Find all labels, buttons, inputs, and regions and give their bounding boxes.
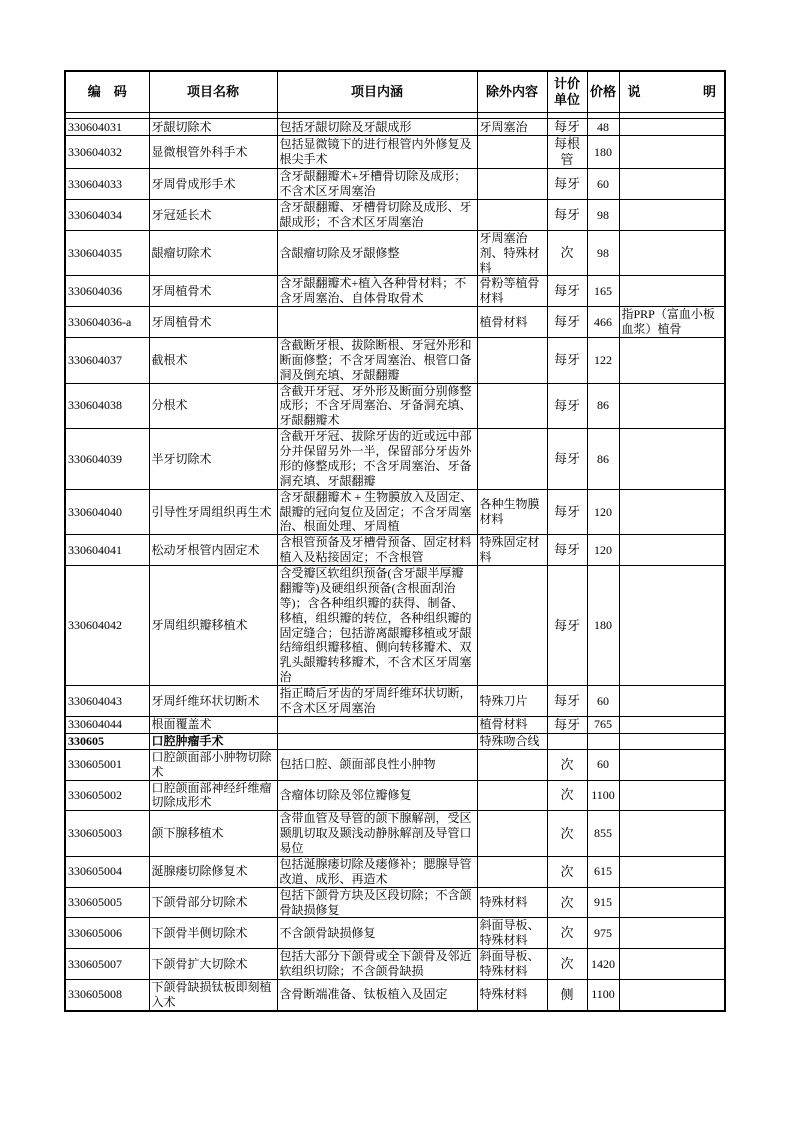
table-row [65, 535, 725, 566]
cell-price: 86 [587, 383, 619, 429]
cell-excluded: 各种生物膜材料 [477, 489, 547, 535]
cell-unit: 次 [547, 230, 587, 276]
cell-excluded [477, 811, 547, 857]
cell-excluded: 特殊固定材料 [477, 535, 547, 566]
cell-excluded [477, 136, 547, 169]
cell-code: 330604044 [65, 716, 149, 733]
cell-price: 180 [587, 566, 619, 686]
cell-name: 分根术 [149, 383, 277, 429]
cell-note [619, 733, 725, 749]
cell-unit: 每牙 [547, 169, 587, 200]
cell-code: 330605002 [65, 780, 149, 811]
cell-excluded [477, 200, 547, 231]
cell-name: 引导性牙周组织再生术 [149, 489, 277, 535]
cell-excluded [477, 383, 547, 429]
cell-name: 牙周植骨术 [149, 276, 277, 307]
cell-price: 975 [587, 918, 619, 949]
cell-content [277, 307, 477, 338]
cell-content [277, 716, 477, 733]
cell-code: 330604038 [65, 383, 149, 429]
cell-price: 765 [587, 716, 619, 733]
cell-excluded [477, 856, 547, 887]
cell-price: 466 [587, 307, 619, 338]
cell-note [619, 856, 725, 887]
cell-name: 下颌骨扩大切除术 [149, 949, 277, 980]
cell-name: 下颌骨半侧切除术 [149, 918, 277, 949]
cell-unit: 次 [547, 887, 587, 918]
cell-code: 330604035 [65, 230, 149, 276]
cell-name: 口腔肿瘤手术 [149, 733, 277, 749]
cell-note [619, 169, 725, 200]
cell-code: 330604041 [65, 535, 149, 566]
cell-excluded: 植骨材料 [477, 307, 547, 338]
cell-content: 包括显微镜下的进行根管内外修复及 根尖手术 [277, 136, 477, 169]
cell-note [619, 383, 725, 429]
cell-code: 330605006 [65, 918, 149, 949]
table-row [65, 200, 725, 231]
table-row [65, 686, 725, 717]
table-row [65, 716, 725, 733]
header-note: 说明 [619, 71, 725, 113]
cell-note [619, 979, 725, 1010]
cell-excluded [477, 337, 547, 383]
cell-note [619, 276, 725, 307]
cell-name: 松动牙根管内固定术 [149, 535, 277, 566]
cell-note [619, 489, 725, 535]
cell-excluded: 骨粉等植骨材料 [477, 276, 547, 307]
cell-content: 含牙龈翻瓣术 + 生物膜放入及固定、龈瓣的冠向复位及固定；不含牙周塞治、根面处理、牙周植 [277, 489, 477, 535]
cell-unit: 每牙 [547, 489, 587, 535]
cell-unit: 每牙 [547, 200, 587, 231]
cell-price: 615 [587, 856, 619, 887]
cell-content: 含带血管及导管的颌下腺解剖，受区颞肌切取及颞浅动静脉解剖及导管口易位 [277, 811, 477, 857]
cell-content: 含骨断端准备、钛板植入及固定 [277, 979, 477, 1010]
table-row [65, 119, 725, 136]
cell-note [619, 811, 725, 857]
cell-price: 60 [587, 169, 619, 200]
cell-price: 180 [587, 136, 619, 169]
cell-content: 不含颌骨缺损修复 [277, 918, 477, 949]
cell-content: 含牙龈翻瓣术+牙槽骨切除及成形；不含术区牙周塞治 [277, 169, 477, 200]
cell-name: 截根术 [149, 337, 277, 383]
table-row [65, 136, 725, 169]
cell-unit: 每牙 [547, 686, 587, 717]
cell-note [619, 119, 725, 136]
cell-name: 牙周植骨术 [149, 307, 277, 338]
cell-content: 含根管预备及牙槽骨预备、固定材料植入及粘接固定；不含根管 [277, 535, 477, 566]
cell-price: 1100 [587, 979, 619, 1010]
cell-content: 含龈瘤切除及牙龈修整 [277, 230, 477, 276]
cell-content: 含截断牙根、拔除断根、牙冠外形和断面修整；不含牙周塞治、根管口备洞及倒充填、牙龈翻瓣 [277, 337, 477, 383]
table-row [65, 749, 725, 780]
cell-content: 包括口腔、颌面部良性小肿物 [277, 749, 477, 780]
cell-name: 龈瘤切除术 [149, 230, 277, 276]
table-header [65, 71, 725, 113]
cell-content: 含截开牙冠、牙外形及断面分别修整成形；不含牙周塞治、牙备洞充填、牙龈翻瓣术 [277, 383, 477, 429]
header-code: 编 码 [65, 71, 149, 113]
cell-note [619, 949, 725, 980]
header-row [65, 71, 725, 113]
cell-excluded: 斜面导板、特殊材料 [477, 949, 547, 980]
cell-excluded: 特殊材料 [477, 887, 547, 918]
cell-price [587, 733, 619, 749]
table-row [65, 918, 725, 949]
cell-unit: 次 [547, 780, 587, 811]
cell-name: 下颌骨缺损钛板即刻植入术 [149, 979, 277, 1010]
cell-note [619, 780, 725, 811]
cell-unit: 每牙 [547, 276, 587, 307]
cell-unit: 侧 [547, 979, 587, 1010]
price-table [64, 70, 726, 1012]
cell-name: 牙周纤维环状切断术 [149, 686, 277, 717]
cell-unit: 次 [547, 749, 587, 780]
cell-unit [547, 733, 587, 749]
cell-code: 330604034 [65, 200, 149, 231]
cell-content: 包括大部分下颌骨或全下颌骨及邻近软组织切除；不含颌骨缺损 [277, 949, 477, 980]
cell-code: 330604042 [65, 566, 149, 686]
table-row [65, 856, 725, 887]
cell-name: 牙龈切除术 [149, 119, 277, 136]
cell-note: 指PRP（富血小板血浆）植骨 [619, 307, 725, 338]
cell-note [619, 535, 725, 566]
cell-note [619, 200, 725, 231]
cell-name: 涎腺瘘切除修复术 [149, 856, 277, 887]
cell-excluded [477, 749, 547, 780]
cell-unit: 每牙 [547, 119, 587, 136]
cell-note [619, 337, 725, 383]
cell-note [619, 136, 725, 169]
table-row [65, 949, 725, 980]
cell-unit: 次 [547, 949, 587, 980]
cell-content: 包括涎腺瘘切除及瘘修补；腮腺导管改道、成形、再造术 [277, 856, 477, 887]
table-body [65, 113, 725, 1011]
cell-excluded [477, 566, 547, 686]
cell-excluded: 植骨材料 [477, 716, 547, 733]
cell-excluded: 牙周塞治剂、特殊材料 [477, 230, 547, 276]
cell-content: 含瘤体切除及邻位瓣修复 [277, 780, 477, 811]
cell-content: 含受瓣区软组织预备(含牙龈半厚瓣翻瓣等)及硬组织预备(含根面刮治等)；含各种组织瓣的获得、制备、移植，组织瓣的转位，各种组织瓣的固定缝合；包括游离龈瓣移植或牙龈结缔组织瓣移植、侧向转移瓣术、双乳头龈瓣转移瓣术，不含术区牙周塞治 [277, 566, 477, 686]
cell-note [619, 230, 725, 276]
cell-excluded: 特殊吻合线 [477, 733, 547, 749]
cell-name: 牙周骨成形手术 [149, 169, 277, 200]
cell-excluded [477, 780, 547, 811]
section-row [65, 733, 725, 749]
table-row [65, 337, 725, 383]
cell-note [619, 566, 725, 686]
table-row [65, 276, 725, 307]
cell-excluded: 特殊刀片 [477, 686, 547, 717]
table-row [65, 307, 725, 338]
cell-name: 下颌骨部分切除术 [149, 887, 277, 918]
cell-unit: 次 [547, 856, 587, 887]
cell-price: 165 [587, 276, 619, 307]
cell-note [619, 749, 725, 780]
cell-note [619, 429, 725, 490]
cell-code: 330604032 [65, 136, 149, 169]
cell-code: 330605001 [65, 749, 149, 780]
table-row [65, 230, 725, 276]
cell-code: 330605 [65, 733, 149, 749]
cell-note [619, 918, 725, 949]
cell-code: 330604040 [65, 489, 149, 535]
cell-name: 显微根管外科手术 [149, 136, 277, 169]
cell-unit: 每牙 [547, 337, 587, 383]
table-row [65, 169, 725, 200]
cell-price: 60 [587, 749, 619, 780]
cell-code: 330605008 [65, 979, 149, 1010]
cell-name: 半牙切除术 [149, 429, 277, 490]
cell-price: 120 [587, 535, 619, 566]
cell-note [619, 686, 725, 717]
cell-code: 330605005 [65, 887, 149, 918]
cell-name: 颌下腺移植术 [149, 811, 277, 857]
cell-price: 120 [587, 489, 619, 535]
table-row [65, 811, 725, 857]
header-excluded: 除外内容 [477, 71, 547, 113]
cell-name: 牙冠延长术 [149, 200, 277, 231]
cell-unit: 每根管 [547, 136, 587, 169]
cell-content [277, 733, 477, 749]
table-row [65, 780, 725, 811]
cell-content: 含截开牙冠、拔除牙齿的近或远中部分并保留另外一半，保留部分牙齿外形的修整成形；不含牙周塞治、牙备洞充填、牙龈翻瓣 [277, 429, 477, 490]
cell-note [619, 716, 725, 733]
table-row [65, 979, 725, 1010]
cell-unit: 每牙 [547, 716, 587, 733]
cell-price: 86 [587, 429, 619, 490]
cell-price: 1100 [587, 780, 619, 811]
table-row [65, 429, 725, 490]
cell-price: 1420 [587, 949, 619, 980]
cell-excluded [477, 169, 547, 200]
cell-name: 口腔颌面部神经纤维瘤切除成形术 [149, 780, 277, 811]
cell-note [619, 887, 725, 918]
cell-name: 牙周组织瓣移植术 [149, 566, 277, 686]
cell-content: 指正畸后牙齿的牙周纤维环状切断，不含术区牙周塞治 [277, 686, 477, 717]
cell-unit: 每牙 [547, 566, 587, 686]
header-name: 项目名称 [149, 71, 277, 113]
cell-unit: 次 [547, 918, 587, 949]
header-content: 项目内涵 [277, 71, 477, 113]
header-price: 价格 [587, 71, 619, 113]
table-row [65, 383, 725, 429]
cell-code: 330604037 [65, 337, 149, 383]
cell-price: 855 [587, 811, 619, 857]
price-list-sheet [64, 70, 724, 1012]
cell-code: 330604033 [65, 169, 149, 200]
cell-price: 98 [587, 230, 619, 276]
cell-code: 330604039 [65, 429, 149, 490]
cell-name: 口腔颌面部小肿物切除术 [149, 749, 277, 780]
cell-price: 48 [587, 119, 619, 136]
cell-excluded: 牙周塞治 [477, 119, 547, 136]
table-row [65, 887, 725, 918]
cell-content: 含牙龈翻瓣、牙槽骨切除及成形、牙龈成形；不含术区牙周塞治 [277, 200, 477, 231]
cell-code: 330604036 [65, 276, 149, 307]
cell-excluded [477, 429, 547, 490]
cell-content: 含牙龈翻瓣术+植入各种骨材料；不含牙周塞治、自体骨取骨术 [277, 276, 477, 307]
cell-price: 60 [587, 686, 619, 717]
cell-name: 根面覆盖术 [149, 716, 277, 733]
cell-unit: 每牙 [547, 429, 587, 490]
cell-price: 98 [587, 200, 619, 231]
cell-price: 915 [587, 887, 619, 918]
cell-excluded: 特殊材料 [477, 979, 547, 1010]
cell-content: 包括下颌骨方块及区段切除；不含颌骨缺损修复 [277, 887, 477, 918]
cell-code: 330604031 [65, 119, 149, 136]
table-row [65, 489, 725, 535]
cell-price: 122 [587, 337, 619, 383]
cell-unit: 每牙 [547, 307, 587, 338]
cell-content: 包括牙龈切除及牙龈成形 [277, 119, 477, 136]
cell-code: 330605003 [65, 811, 149, 857]
cell-unit: 每牙 [547, 383, 587, 429]
header-unit: 计价单位 [547, 71, 587, 113]
cell-code: 330604043 [65, 686, 149, 717]
cell-excluded: 斜面导板、特殊材料 [477, 918, 547, 949]
cell-code: 330605004 [65, 856, 149, 887]
cell-code: 330604036-a [65, 307, 149, 338]
cell-code: 330605007 [65, 949, 149, 980]
cell-unit: 每牙 [547, 535, 587, 566]
table-row [65, 566, 725, 686]
cell-unit: 次 [547, 811, 587, 857]
